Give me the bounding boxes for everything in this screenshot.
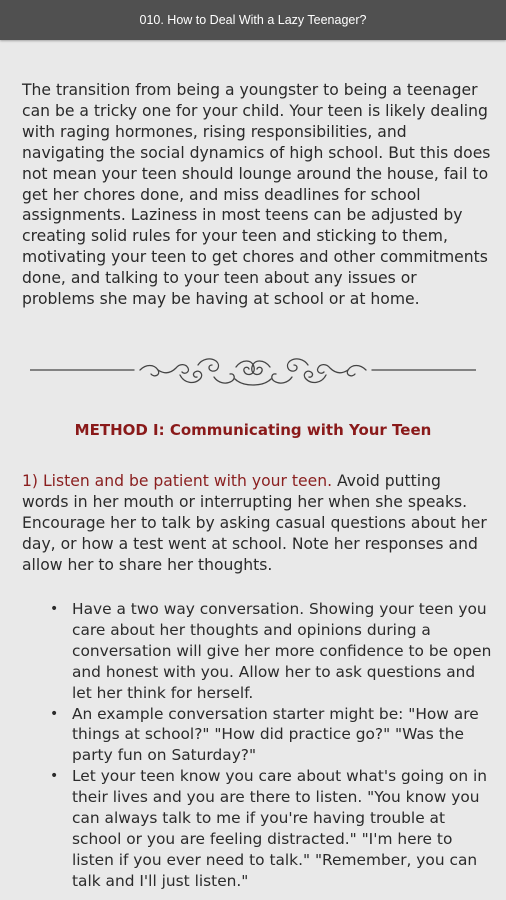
list-item [22, 704, 492, 767]
method-heading: METHOD I: Communicating with Your Teen [74, 421, 432, 439]
tips-list [22, 599, 492, 892]
ornamental-flourish-icon [30, 353, 476, 397]
list-item-text: Have a two way conversation. Showing your teen you care about her thoughts and opinions during a conversation will give her more confidence to be open and honest with you. Allow her to ask questions and let her think for herself. [72, 600, 492, 702]
article-content[interactable] [0, 40, 506, 900]
list-item-text: An example conversation starter might be: "How are things at school?" "How did practice go?" "Was the party fun on Saturday?" [72, 704, 479, 765]
step-body: Avoid putting words in her mouth or interrupting her when she speaks. Encourage her to talk by asking casual questions about her day, or how a test went at school. Note her responses and allow her to share her thoughts. [22, 472, 487, 574]
intro-paragraph: The transition from being a youngster to being a teenager can be a tricky one for your child. Your teen is likely dealing with raging hormones, rising responsibilities, and navigating the social dynamics of high school. But this does not mean your teen should lounge around the house, fail to get her chores done, and miss deadlines for school assignments. Laziness in most teens can be adjusted by creating solid rules for your teen and sticking to them, motivating your teen to get chores and other commitments done, and talking to your teen about any issues or problems she may be having at school or at home. [22, 81, 491, 309]
bullet-icon: • [50, 601, 59, 617]
page-title: 010. How to Deal With a Lazy Teenager? [139, 13, 367, 27]
step-paragraph [22, 471, 492, 576]
bullet-icon: • [50, 705, 59, 722]
list-item-text: Let your teen know you care about what's going on in their lives and you are there to listen. "You know you can always talk to me if you're having trouble at school or you are feeling distracted." "I'm here to listen if you ever need to talk." "Remember, you can talk and I'll just listen." [72, 767, 488, 890]
step-title: 1) Listen and be patient with your teen. [22, 472, 333, 490]
bullet-icon: • [50, 768, 59, 785]
list-item [22, 766, 492, 891]
list-item [22, 599, 492, 704]
app-title-bar [0, 0, 506, 40]
